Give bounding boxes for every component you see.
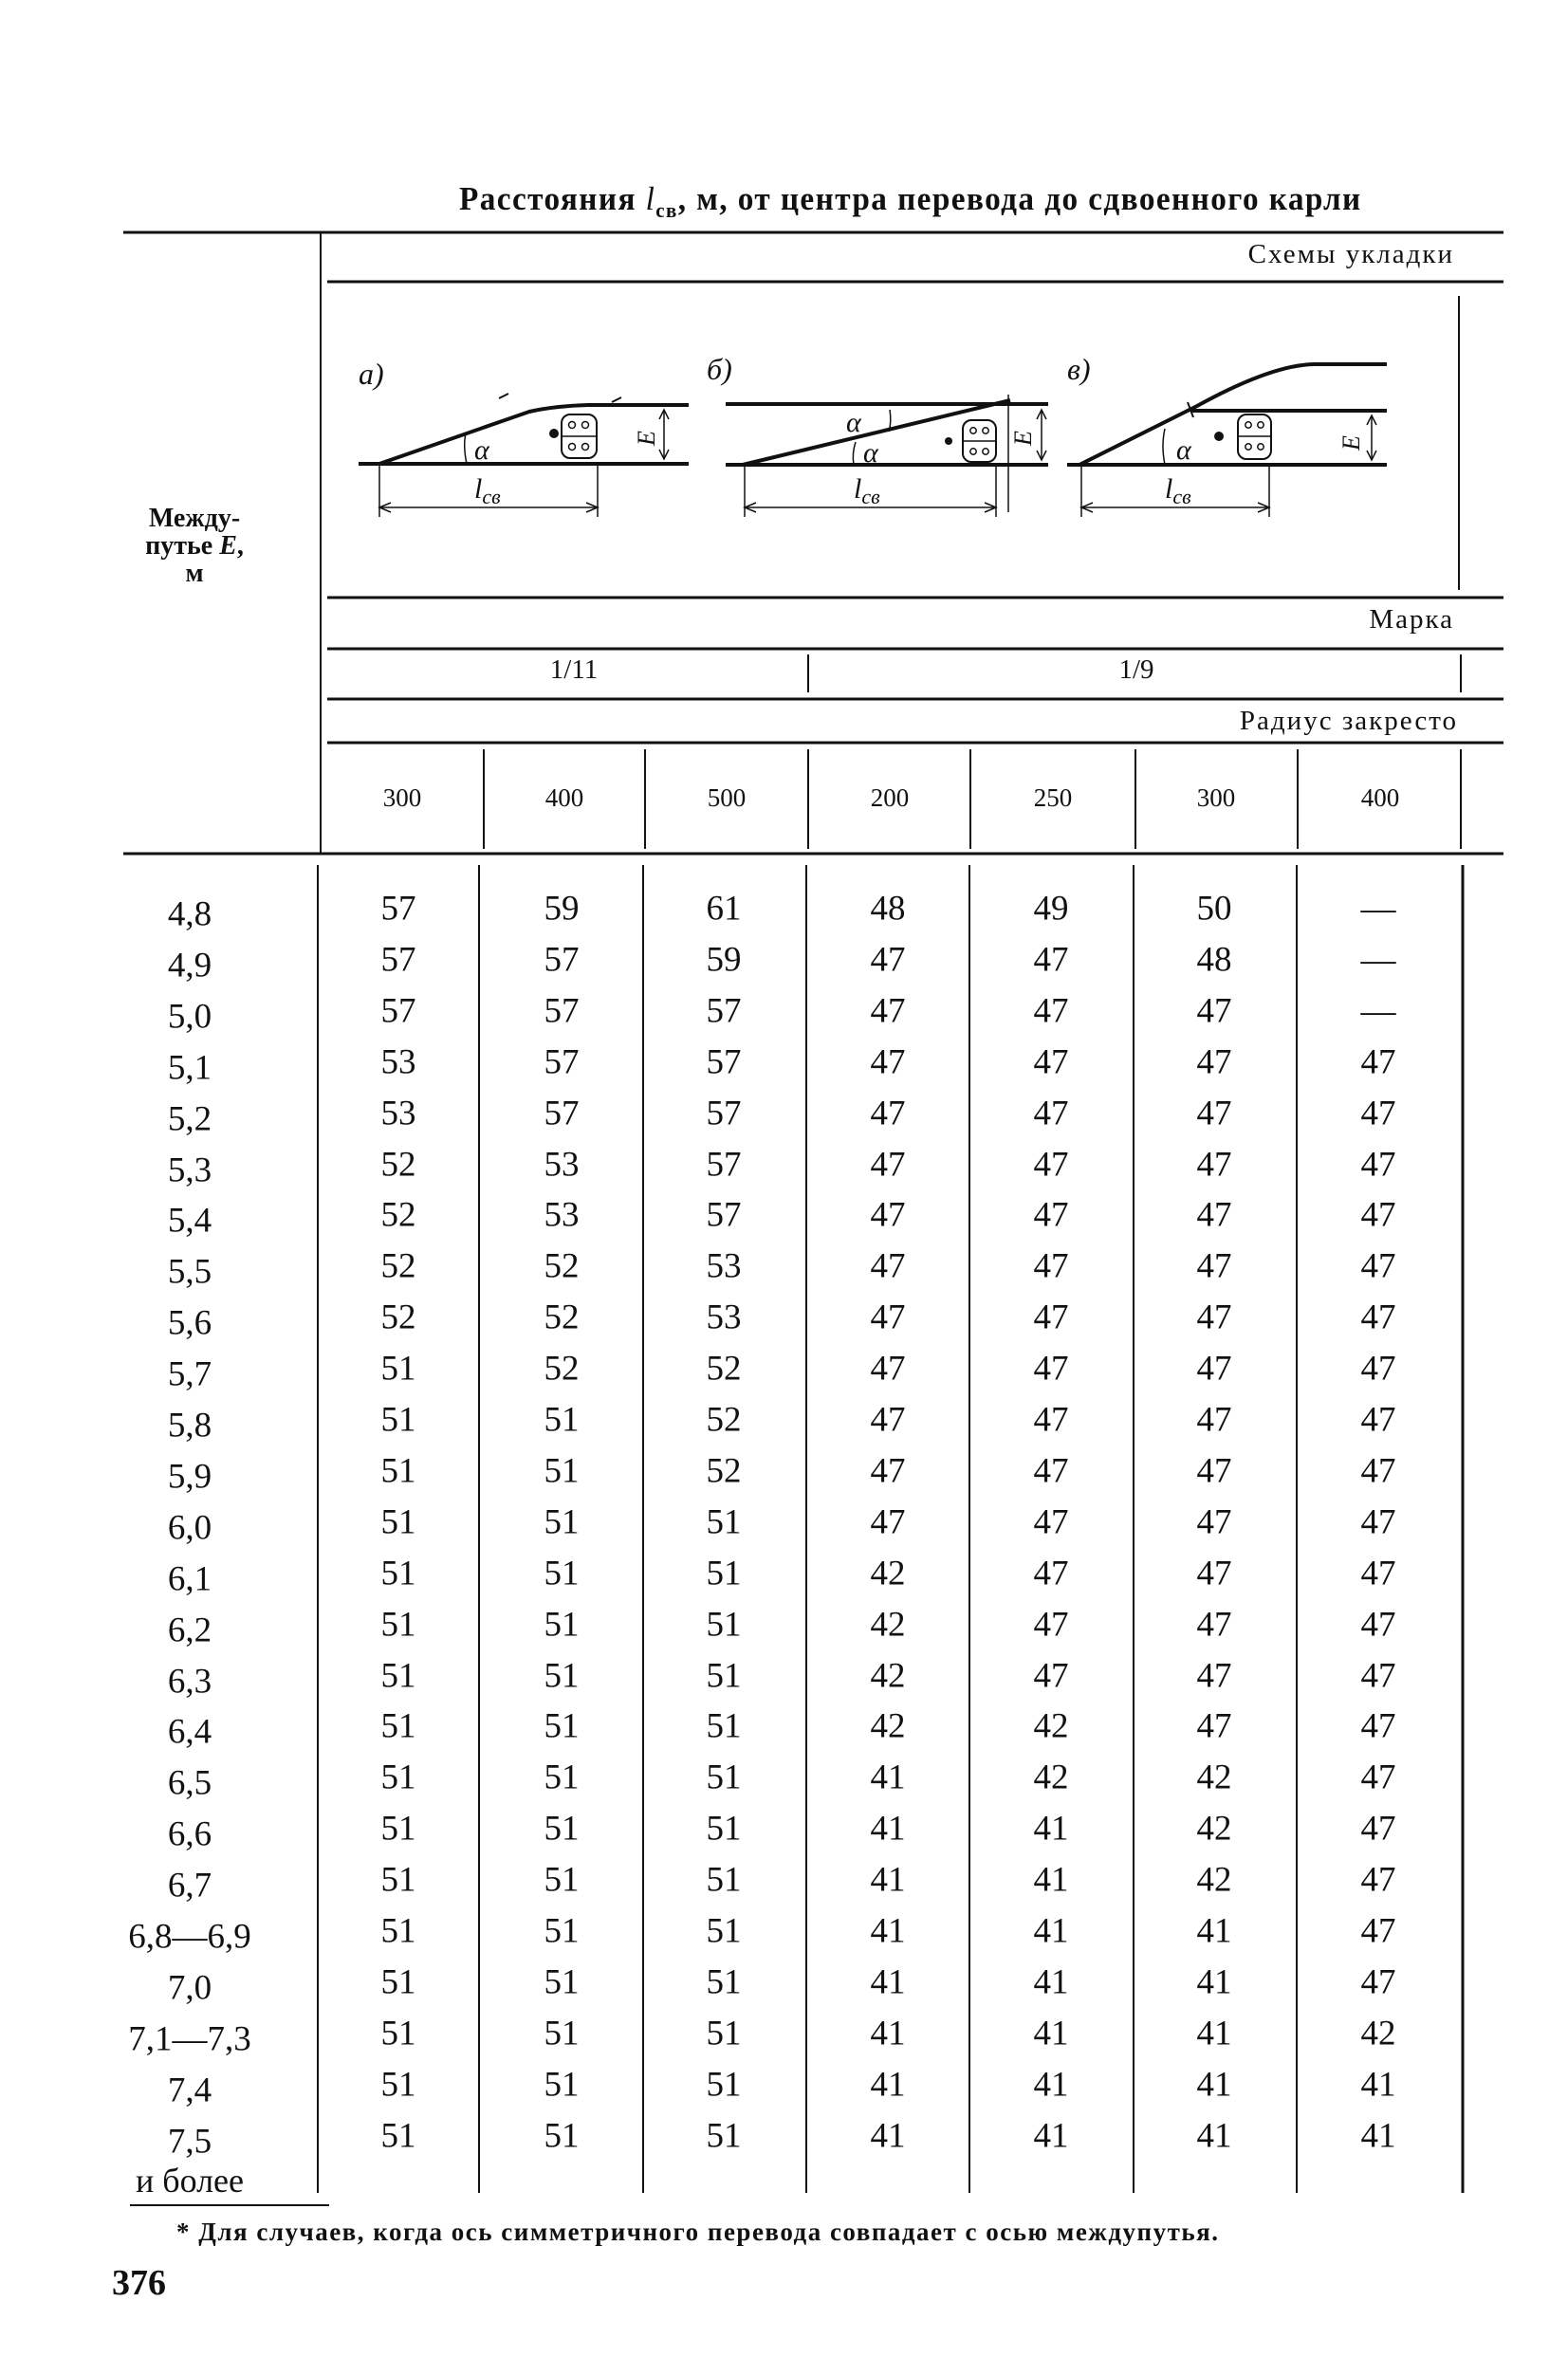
table-cell: 57 bbox=[380, 940, 416, 980]
e-value: 7,0 bbox=[167, 1968, 212, 2008]
title-prefix: Расстояния bbox=[459, 180, 646, 217]
table-cell: 51 bbox=[380, 1860, 416, 1900]
table-cell: 47 bbox=[1033, 1349, 1069, 1389]
table-cell: 47 bbox=[870, 1349, 906, 1389]
table-cell: 47 bbox=[1033, 1502, 1069, 1542]
table-cell: 51 bbox=[706, 1605, 742, 1645]
table-cell: 47 bbox=[1033, 1298, 1069, 1337]
table-cell: 47 bbox=[1196, 1042, 1232, 1082]
table-cell: 41 bbox=[870, 2065, 906, 2105]
table-cell: 51 bbox=[544, 1502, 580, 1542]
e-value: 4,8 bbox=[167, 894, 212, 934]
table-cell: 41 bbox=[1196, 2014, 1232, 2053]
table-cell: 51 bbox=[544, 1554, 580, 1593]
table-cell: 51 bbox=[380, 1502, 416, 1542]
e-value: 5,1 bbox=[167, 1048, 212, 1088]
table-cell: — bbox=[1360, 940, 1396, 980]
diagram-v-distance-label: E bbox=[1337, 435, 1365, 451]
table-cell: 51 bbox=[544, 1605, 580, 1645]
table-cell: 47 bbox=[1196, 1502, 1232, 1542]
table-cell: — bbox=[1360, 889, 1396, 929]
diagram-v-length-label: $l_{св}$ bbox=[1165, 473, 1191, 508]
table-cell: 48 bbox=[870, 889, 906, 929]
mark-header: Марка bbox=[1369, 604, 1454, 635]
table-cell: 47 bbox=[1360, 1656, 1396, 1695]
table-cell: 47 bbox=[1196, 1094, 1232, 1133]
table-cell: 57 bbox=[706, 1195, 742, 1235]
table-cell: 51 bbox=[544, 1911, 580, 1951]
table-cell: 51 bbox=[706, 1860, 742, 1900]
diagram-a-label: а) bbox=[359, 357, 384, 391]
table-cell: 47 bbox=[870, 1451, 906, 1491]
table-cell: 51 bbox=[380, 1706, 416, 1746]
e-caption-text: путье bbox=[145, 531, 220, 561]
table-cell: 47 bbox=[870, 991, 906, 1031]
table-cell: 57 bbox=[706, 1145, 742, 1184]
table-cell: 57 bbox=[544, 1042, 580, 1082]
diagram-v-label: в) bbox=[1067, 352, 1091, 386]
table-cell: 47 bbox=[1360, 1042, 1396, 1082]
e-value: 6,2 bbox=[167, 1611, 212, 1650]
table-cell: 42 bbox=[870, 1605, 906, 1645]
table-cell: 47 bbox=[1196, 1554, 1232, 1593]
radius-column-dividers bbox=[484, 749, 1461, 849]
radius-value: 300 bbox=[382, 783, 422, 812]
e-value: 5,6 bbox=[167, 1303, 212, 1343]
table-cell: 47 bbox=[1360, 1758, 1396, 1797]
table-cell: 52 bbox=[380, 1195, 416, 1235]
e-value: 7,5 bbox=[167, 2122, 212, 2162]
table-cell: 47 bbox=[1196, 1349, 1232, 1389]
table-cell: 51 bbox=[706, 1911, 742, 1951]
diagram-a-alpha: α bbox=[474, 434, 489, 466]
e-value: 5,4 bbox=[167, 1201, 212, 1241]
table-cell: 47 bbox=[1033, 1246, 1069, 1286]
table-cell: 53 bbox=[544, 1195, 580, 1235]
table-cell: 51 bbox=[380, 1605, 416, 1645]
table-cell: 41 bbox=[870, 1809, 906, 1849]
diagram-b-alpha-top: α bbox=[846, 407, 861, 438]
table-cell: 47 bbox=[1033, 1195, 1069, 1235]
table-cell: 51 bbox=[544, 1656, 580, 1695]
table-cell: 42 bbox=[1033, 1758, 1069, 1797]
table-cell: 42 bbox=[1360, 2014, 1396, 2053]
table-cell: 51 bbox=[544, 2065, 580, 2105]
e-caption-line1: Между- bbox=[148, 504, 241, 533]
table-cell: 51 bbox=[380, 1758, 416, 1797]
page-title bbox=[459, 180, 1362, 223]
table-cell: 52 bbox=[544, 1298, 580, 1337]
table-cell: 51 bbox=[706, 1554, 742, 1593]
table-cell: 51 bbox=[544, 1400, 580, 1440]
mark-1-9: 1/9 bbox=[1118, 654, 1154, 685]
e-caption-unit: м bbox=[185, 559, 204, 588]
table-cell: 57 bbox=[380, 889, 416, 929]
table-cell: 51 bbox=[706, 2065, 742, 2105]
radius-value: 400 bbox=[1360, 783, 1400, 812]
table-cell: 53 bbox=[706, 1298, 742, 1337]
diagram-v-alpha: α bbox=[1176, 434, 1191, 466]
table-cell: 51 bbox=[380, 1400, 416, 1440]
table-cell: 41 bbox=[870, 1758, 906, 1797]
last-row-note: и более bbox=[135, 2162, 245, 2200]
table-cell: 41 bbox=[870, 2116, 906, 2156]
mark-1-11: 1/11 bbox=[549, 654, 599, 685]
table-cell: 53 bbox=[380, 1094, 416, 1133]
table-cell: 42 bbox=[870, 1656, 906, 1695]
table-cell: 42 bbox=[1196, 1809, 1232, 1849]
table-cell: 47 bbox=[1360, 1554, 1396, 1593]
table-cell: 41 bbox=[870, 1911, 906, 1951]
table-cell: 47 bbox=[1196, 1145, 1232, 1184]
table-cell: 51 bbox=[544, 1758, 580, 1797]
e-value: 6,1 bbox=[167, 1559, 212, 1599]
table-cell: 51 bbox=[706, 2116, 742, 2156]
e-value: 5,2 bbox=[167, 1099, 212, 1139]
table-cell: 47 bbox=[1033, 1656, 1069, 1695]
radius-header: Радиус закресто bbox=[1239, 706, 1458, 736]
table-cell: 41 bbox=[1033, 2065, 1069, 2105]
radius-value: 250 bbox=[1033, 783, 1073, 812]
table-cell: 41 bbox=[870, 2014, 906, 2053]
table-cell: 51 bbox=[380, 1554, 416, 1593]
e-value: 5,0 bbox=[167, 997, 212, 1037]
table-cell: 47 bbox=[870, 1400, 906, 1440]
table-cell: 47 bbox=[1033, 1042, 1069, 1082]
e-caption-comma: , bbox=[236, 531, 244, 561]
footnote: * Для случаев, когда ось симметричного перевода совпадает с осью междупутья. bbox=[176, 2218, 1220, 2246]
table-cell: 41 bbox=[1360, 2116, 1396, 2156]
table-cell: 47 bbox=[1033, 1145, 1069, 1184]
table-cell: 47 bbox=[1360, 1706, 1396, 1746]
table-cell: 51 bbox=[380, 2014, 416, 2053]
table-cell: 47 bbox=[1196, 1246, 1232, 1286]
table-cell: 47 bbox=[870, 1042, 906, 1082]
table-cell: 51 bbox=[706, 1809, 742, 1849]
title-symbol: l bbox=[645, 180, 656, 217]
table-cell: 47 bbox=[1196, 1706, 1232, 1746]
table-cell: 47 bbox=[1196, 1656, 1232, 1695]
table-cell: 47 bbox=[870, 940, 906, 980]
table-cell: 47 bbox=[870, 1094, 906, 1133]
table-cell: 57 bbox=[380, 991, 416, 1031]
table-cell: 41 bbox=[1033, 1809, 1069, 1849]
table-cell: 51 bbox=[544, 1451, 580, 1491]
table-cell: 47 bbox=[1196, 991, 1232, 1031]
table-cell: 41 bbox=[1033, 1911, 1069, 1951]
table-cell: 47 bbox=[870, 1145, 906, 1184]
table-cell: 41 bbox=[1196, 1962, 1232, 2002]
e-value: 6,8—6,9 bbox=[128, 1917, 251, 1957]
table-cell: 51 bbox=[706, 2014, 742, 2053]
table-cell: 41 bbox=[1196, 1911, 1232, 1951]
table-cell: 52 bbox=[380, 1145, 416, 1184]
table-cell: 51 bbox=[380, 1349, 416, 1389]
table-cell: 51 bbox=[380, 1962, 416, 2002]
table-cell: 52 bbox=[544, 1349, 580, 1389]
table-cell: 41 bbox=[1033, 2014, 1069, 2053]
table-cell: 51 bbox=[380, 1451, 416, 1491]
table-cell: 47 bbox=[1360, 1349, 1396, 1389]
table-cell: 47 bbox=[870, 1246, 906, 1286]
diagram-b-alpha-bottom: α bbox=[863, 437, 878, 469]
table-cell: 47 bbox=[1360, 1298, 1396, 1337]
table-cell: 51 bbox=[380, 1656, 416, 1695]
table-cell: 57 bbox=[706, 991, 742, 1031]
table-cell: 47 bbox=[1196, 1400, 1232, 1440]
table-cell: 51 bbox=[544, 2014, 580, 2053]
table-cell: 47 bbox=[1360, 1502, 1396, 1542]
table-cell: 51 bbox=[544, 1962, 580, 2002]
table-cell: 47 bbox=[1360, 1911, 1396, 1951]
table-cell: 41 bbox=[1360, 2065, 1396, 2105]
title-subscript: св bbox=[655, 198, 678, 222]
table-cell: 47 bbox=[1360, 1605, 1396, 1645]
e-value: 6,3 bbox=[167, 1662, 212, 1701]
table-cell: 41 bbox=[1196, 2116, 1232, 2156]
radius-value: 200 bbox=[870, 783, 910, 812]
table-cell: 53 bbox=[380, 1042, 416, 1082]
e-caption-line2 bbox=[142, 532, 247, 560]
title-suffix: , м, от центра перевода до сдвоенного карли bbox=[677, 180, 1362, 217]
table-cell: 47 bbox=[1360, 1094, 1396, 1133]
table-cell: 47 bbox=[1033, 1605, 1069, 1645]
table-cell: 51 bbox=[706, 1706, 742, 1746]
schemes-header: Схемы укладки bbox=[1247, 239, 1454, 269]
table-cell: 57 bbox=[544, 940, 580, 980]
e-value: 7,4 bbox=[167, 2071, 212, 2110]
table-cell: 47 bbox=[1360, 1145, 1396, 1184]
table-cell: 57 bbox=[544, 991, 580, 1031]
e-caption-symbol: E bbox=[219, 531, 237, 561]
table-cell: 47 bbox=[870, 1298, 906, 1337]
table-cell: — bbox=[1360, 991, 1396, 1031]
table-cell: 51 bbox=[544, 1706, 580, 1746]
table-cell: 41 bbox=[1196, 2065, 1232, 2105]
table-cell: 47 bbox=[870, 1502, 906, 1542]
table-cell: 47 bbox=[1360, 1962, 1396, 2002]
table-cell: 42 bbox=[1196, 1860, 1232, 1900]
table-cell: 47 bbox=[1033, 991, 1069, 1031]
radius-value: 300 bbox=[1196, 783, 1236, 812]
e-value: 6,7 bbox=[167, 1866, 212, 1906]
table-cell: 61 bbox=[706, 889, 742, 929]
table-cell: 52 bbox=[380, 1246, 416, 1286]
table-cell: 47 bbox=[1196, 1298, 1232, 1337]
table-cell: 51 bbox=[544, 1860, 580, 1900]
table-cell: 47 bbox=[1360, 1809, 1396, 1849]
table-cell: 57 bbox=[706, 1094, 742, 1133]
table-cell: 41 bbox=[1033, 2116, 1069, 2156]
table-cell: 49 bbox=[1033, 889, 1069, 929]
diagram-a-distance-label: E bbox=[633, 431, 660, 446]
table-cell: 47 bbox=[1360, 1860, 1396, 1900]
e-value: 7,1—7,3 bbox=[128, 2019, 251, 2059]
table-cell: 42 bbox=[870, 1554, 906, 1593]
e-value: 6,4 bbox=[167, 1712, 212, 1752]
table-cell: 47 bbox=[1360, 1195, 1396, 1235]
table-cell: 53 bbox=[706, 1246, 742, 1286]
table-cell: 51 bbox=[706, 1656, 742, 1695]
table-cell: 48 bbox=[1196, 940, 1232, 980]
table-cell: 52 bbox=[706, 1349, 742, 1389]
e-value: 5,8 bbox=[167, 1406, 212, 1445]
e-value: 5,7 bbox=[167, 1354, 212, 1394]
e-value: 6,6 bbox=[167, 1814, 212, 1854]
table-cell: 59 bbox=[544, 889, 580, 929]
table-cell: 51 bbox=[706, 1962, 742, 2002]
table-cell: 51 bbox=[706, 1502, 742, 1542]
table-cell: 59 bbox=[706, 940, 742, 980]
table-cell: 52 bbox=[706, 1451, 742, 1491]
table-cell: 41 bbox=[1033, 1860, 1069, 1900]
table-cell: 47 bbox=[1033, 1451, 1069, 1491]
e-value: 6,0 bbox=[167, 1508, 212, 1548]
diagram-a-length-label: $l_{св}$ bbox=[474, 473, 501, 508]
table-cell: 41 bbox=[870, 1962, 906, 2002]
table-cell: 47 bbox=[1033, 1094, 1069, 1133]
diagram-b bbox=[726, 395, 1048, 517]
e-value: 6,5 bbox=[167, 1763, 212, 1803]
e-value: 5,3 bbox=[167, 1151, 212, 1189]
table-cell: 57 bbox=[544, 1094, 580, 1133]
e-value: 4,9 bbox=[167, 946, 212, 985]
table-cell: 52 bbox=[380, 1298, 416, 1337]
table-cell: 47 bbox=[870, 1195, 906, 1235]
table-cell: 51 bbox=[544, 1809, 580, 1849]
table-cell: 41 bbox=[870, 1860, 906, 1900]
table-cell: 47 bbox=[1033, 1400, 1069, 1440]
table-cell: 42 bbox=[870, 1706, 906, 1746]
table-cell: 53 bbox=[544, 1145, 580, 1184]
table-cell: 51 bbox=[544, 2116, 580, 2156]
diagram-a bbox=[359, 394, 689, 517]
table-cell: 47 bbox=[1360, 1451, 1396, 1491]
table-rules bbox=[123, 232, 1503, 2205]
diagram-b-length-label: $l_{св}$ bbox=[854, 473, 880, 508]
e-value: 5,5 bbox=[167, 1252, 212, 1292]
table-cell: 47 bbox=[1033, 940, 1069, 980]
e-column-header bbox=[142, 505, 247, 587]
page-number: 376 bbox=[112, 2263, 166, 2303]
table-cell: 47 bbox=[1033, 1554, 1069, 1593]
table-cell: 47 bbox=[1360, 1400, 1396, 1440]
table-cell: 47 bbox=[1196, 1451, 1232, 1491]
table-cell: 52 bbox=[544, 1246, 580, 1286]
radius-value: 500 bbox=[707, 783, 747, 812]
table-cell: 47 bbox=[1360, 1246, 1396, 1286]
table-cell: 51 bbox=[380, 1911, 416, 1951]
table-cell: 52 bbox=[706, 1400, 742, 1440]
table-cell: 51 bbox=[380, 1809, 416, 1849]
diagram-b-distance-label: E bbox=[1009, 431, 1037, 446]
table-cell: 51 bbox=[380, 2116, 416, 2156]
table-cell: 42 bbox=[1033, 1706, 1069, 1746]
table-cell: 51 bbox=[706, 1758, 742, 1797]
table-cell: 47 bbox=[1196, 1195, 1232, 1235]
e-value: 5,9 bbox=[167, 1457, 212, 1497]
table-cell: 47 bbox=[1196, 1605, 1232, 1645]
table-cell: 50 bbox=[1196, 889, 1232, 929]
diagram-b-label: б) bbox=[707, 352, 732, 386]
table-cell: 51 bbox=[380, 2065, 416, 2105]
table-cell: 41 bbox=[1033, 1962, 1069, 2002]
table-cell: 57 bbox=[706, 1042, 742, 1082]
radius-value: 400 bbox=[544, 783, 584, 812]
table-cell: 42 bbox=[1196, 1758, 1232, 1797]
